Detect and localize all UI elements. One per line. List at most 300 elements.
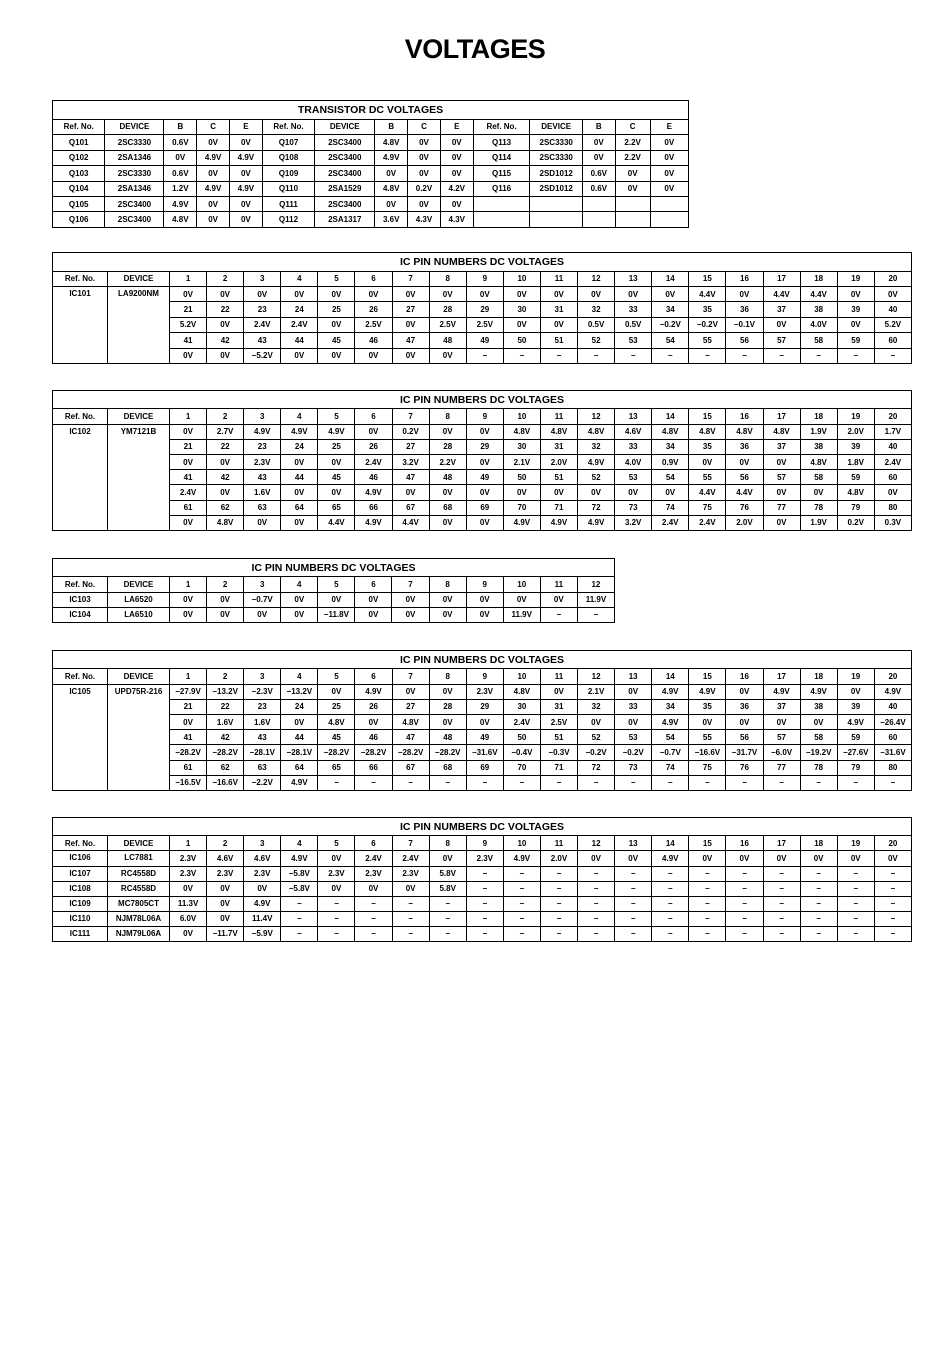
pin-number-header: 4 (281, 836, 318, 851)
voltage-cell: 0V (540, 592, 577, 607)
voltage-cell: − (503, 348, 540, 363)
table-cell: Q112 (262, 212, 314, 228)
voltage-cell: − (466, 775, 503, 790)
voltage-cell: 6.0V (170, 911, 207, 926)
ic105-pin-voltages-table (52, 650, 912, 791)
column-header: Ref. No. (53, 836, 108, 851)
voltage-cell: 2.3V (170, 851, 207, 866)
voltage-cell: 0V (170, 715, 207, 730)
pin-number-header: 8 (429, 577, 466, 592)
pin-number-header: 4 (281, 409, 318, 424)
voltage-cell: − (392, 926, 429, 941)
table-cell: 2SA1346 (105, 181, 164, 196)
voltage-cell: −0.3V (540, 745, 577, 760)
ref-no-cell: IC108 (53, 881, 108, 896)
pin-number-header: 5 (318, 577, 355, 592)
pin-number-cell: 30 (503, 699, 540, 714)
pin-number-cell: 57 (763, 730, 800, 745)
pin-number-cell: 60 (874, 730, 911, 745)
voltage-cell: − (503, 911, 540, 926)
pin-number-header: 15 (689, 409, 726, 424)
pin-number-header: 10 (503, 409, 540, 424)
pin-number-cell: 59 (837, 470, 874, 485)
pin-number-cell: 67 (392, 760, 429, 775)
table-row (53, 730, 912, 745)
voltage-cell: 2.1V (578, 684, 615, 699)
voltage-cell: 4.9V (355, 515, 392, 530)
voltage-cell: − (874, 775, 911, 790)
voltage-cell: − (763, 926, 800, 941)
table-row (53, 212, 689, 228)
voltage-cell: −2.2V (244, 775, 281, 790)
voltage-cell: − (578, 775, 615, 790)
pin-number-cell: 32 (578, 302, 615, 317)
voltage-cell: − (392, 911, 429, 926)
voltage-cell: − (578, 896, 615, 911)
table-row (53, 760, 912, 775)
pin-number-header: 2 (207, 836, 244, 851)
voltage-cell: − (763, 911, 800, 926)
table-cell (473, 197, 530, 212)
voltage-cell: 0V (355, 287, 392, 302)
voltage-cell: − (540, 607, 577, 622)
device-cell: LA6520 (108, 592, 170, 607)
pin-number-header: 11 (540, 836, 577, 851)
pin-number-header: 5 (318, 409, 355, 424)
voltage-cell: 0V (207, 348, 244, 363)
transistor-dc-voltages-table (52, 100, 689, 228)
voltage-cell: 0V (689, 455, 726, 470)
pin-number-header: 13 (615, 409, 652, 424)
voltage-cell: − (652, 348, 689, 363)
voltage-cell: 0V (392, 287, 429, 302)
pin-number-header: 9 (466, 577, 503, 592)
voltage-cell: − (763, 866, 800, 881)
device-cell: MC7805CT (108, 896, 170, 911)
voltage-cell: 0V (355, 592, 392, 607)
pin-number-header: 11 (540, 409, 577, 424)
pin-number-header: 12 (578, 669, 615, 684)
voltage-cell: 0V (281, 485, 318, 500)
voltage-cell: 3.2V (392, 455, 429, 470)
voltage-cell: −5.8V (281, 866, 318, 881)
pin-number-header: 6 (355, 271, 392, 286)
pin-number-header: 20 (874, 271, 911, 286)
voltage-cell: 4.6V (207, 851, 244, 866)
device-cell: RC4558D (108, 866, 170, 881)
pin-number-cell: 31 (540, 439, 577, 454)
voltage-cell: − (318, 775, 355, 790)
table-cell: Q115 (473, 166, 530, 181)
pin-number-cell: 76 (726, 760, 763, 775)
voltage-cell: 2.3V (466, 684, 503, 699)
pin-number-cell: 34 (652, 699, 689, 714)
pin-number-cell: 28 (429, 699, 466, 714)
voltage-cell: 0V (615, 715, 652, 730)
voltage-cell: − (466, 866, 503, 881)
voltage-cell: 4.9V (540, 515, 577, 530)
voltage-cell: − (837, 896, 874, 911)
pin-number-cell: 65 (318, 500, 355, 515)
pin-number-header: 16 (726, 836, 763, 851)
voltage-cell: 0V (392, 348, 429, 363)
voltage-cell: − (615, 866, 652, 881)
pin-number-cell: 23 (244, 439, 281, 454)
pin-number-header: 11 (540, 577, 577, 592)
voltage-cell: 0V (392, 607, 429, 622)
voltage-cell: 0V (874, 851, 911, 866)
voltage-cell: 0V (318, 287, 355, 302)
voltage-cell: − (429, 775, 466, 790)
pin-number-cell: 53 (615, 470, 652, 485)
device-cell: NJM79L06A (108, 926, 170, 941)
pin-number-cell: 53 (615, 730, 652, 745)
table-cell: Q106 (53, 212, 105, 228)
pin-number-cell: 51 (540, 730, 577, 745)
voltage-cell: 4.9V (689, 684, 726, 699)
voltage-cell: 2.4V (281, 317, 318, 332)
column-header: B (164, 119, 197, 134)
voltage-cell: 4.9V (244, 424, 281, 439)
table-cell: 0V (615, 181, 650, 196)
table-cell: 4.8V (375, 135, 408, 150)
voltage-cell: −11.7V (207, 926, 244, 941)
pin-number-cell: 33 (615, 302, 652, 317)
column-header: Ref. No. (53, 669, 108, 684)
pin-number-cell: 41 (170, 730, 207, 745)
voltage-cell: 1.6V (244, 715, 281, 730)
table-caption: IC PIN NUMBERS DC VOLTAGES (53, 818, 912, 836)
voltage-cell: 0V (726, 851, 763, 866)
voltage-cell: − (800, 911, 837, 926)
pin-number-cell: 50 (503, 470, 540, 485)
voltage-cell: −16.6V (689, 745, 726, 760)
voltage-cell: 2.4V (652, 515, 689, 530)
pin-number-cell: 74 (652, 760, 689, 775)
pin-number-cell: 71 (540, 760, 577, 775)
column-header: DEVICE (108, 836, 170, 851)
voltage-cell: 4.8V (318, 715, 355, 730)
table-cell: 0V (440, 150, 473, 165)
voltage-cell: 2.4V (392, 851, 429, 866)
voltage-cell: 0V (466, 424, 503, 439)
table-cell: 4.9V (375, 150, 408, 165)
pin-number-cell: 36 (726, 439, 763, 454)
voltage-cell: 4.9V (281, 424, 318, 439)
pin-number-header: 12 (578, 271, 615, 286)
voltage-cell: −16.6V (207, 775, 244, 790)
voltage-cell: − (800, 775, 837, 790)
voltage-cell: 0.3V (874, 515, 911, 530)
voltage-cell: 0V (837, 317, 874, 332)
table-cell: 4.9V (164, 197, 197, 212)
table-row (53, 866, 912, 881)
pin-number-cell: 49 (466, 730, 503, 745)
pin-number-header: 10 (503, 271, 540, 286)
table-row (53, 896, 912, 911)
voltage-cell: −26.4V (874, 715, 911, 730)
pin-number-header: 2 (207, 409, 244, 424)
voltage-cell: − (652, 911, 689, 926)
voltage-cell: 0V (281, 607, 318, 622)
pin-number-header: 10 (503, 577, 540, 592)
voltage-cell: −16.5V (170, 775, 207, 790)
voltage-cell: 0V (837, 851, 874, 866)
voltage-cell: 4.9V (652, 851, 689, 866)
voltage-cell: 2.0V (837, 424, 874, 439)
pin-number-cell: 27 (392, 439, 429, 454)
pin-number-cell: 79 (837, 500, 874, 515)
voltage-cell: − (577, 607, 614, 622)
device-cell: RC4558D (108, 881, 170, 896)
voltage-cell: 0.5V (578, 317, 615, 332)
voltage-cell: − (763, 896, 800, 911)
voltage-cell: 2.3V (355, 866, 392, 881)
voltage-cell: − (355, 775, 392, 790)
ref-no-cell: IC104 (53, 607, 108, 622)
column-header: DEVICE (108, 271, 170, 286)
pin-number-header: 16 (726, 669, 763, 684)
pin-number-cell: 21 (170, 439, 207, 454)
table-cell (650, 212, 688, 228)
voltage-cell: 2.2V (429, 455, 466, 470)
voltage-cell: 0V (615, 851, 652, 866)
table-row (53, 287, 912, 302)
voltage-cell: 4.9V (578, 455, 615, 470)
table-cell: Q110 (262, 181, 314, 196)
voltage-cell: 2.3V (244, 455, 281, 470)
table-cell: Q108 (262, 150, 314, 165)
table-cell: Q102 (53, 150, 105, 165)
table-cell: Q109 (262, 166, 314, 181)
pin-number-header: 5 (318, 836, 355, 851)
table-cell: Q116 (473, 181, 530, 196)
voltage-cell: 0V (800, 485, 837, 500)
pin-number-cell: 22 (207, 302, 244, 317)
voltage-cell: 0V (207, 455, 244, 470)
table-cell: 0V (230, 166, 263, 181)
table-row (53, 470, 912, 485)
pin-number-header: 18 (800, 409, 837, 424)
pin-number-header: 12 (578, 409, 615, 424)
voltage-cell: 1.7V (874, 424, 911, 439)
voltage-cell: 0V (689, 715, 726, 730)
table-row (53, 302, 912, 317)
voltage-cell: 11.4V (244, 911, 281, 926)
voltage-cell: 0V (726, 455, 763, 470)
voltage-cell: 5.8V (429, 866, 466, 881)
pin-number-cell: 43 (244, 730, 281, 745)
voltage-cell: − (874, 348, 911, 363)
voltage-cell: 0V (170, 881, 207, 896)
voltage-cell: −5.8V (281, 881, 318, 896)
voltage-cell: 0V (578, 287, 615, 302)
voltage-cell: 0V (429, 715, 466, 730)
voltage-cell: 0V (281, 592, 318, 607)
pin-number-cell: 27 (392, 302, 429, 317)
column-header: Ref. No. (53, 577, 108, 592)
ref-no-cell: IC111 (53, 926, 108, 941)
pin-number-cell: 25 (318, 699, 355, 714)
voltage-cell: 0V (429, 851, 466, 866)
pin-number-cell: 46 (355, 470, 392, 485)
voltage-cell: 2.5V (429, 317, 466, 332)
voltage-cell: 0V (763, 455, 800, 470)
pin-number-cell: 24 (281, 302, 318, 317)
voltage-cell: 0V (207, 881, 244, 896)
pin-number-header: 3 (244, 577, 281, 592)
table-row (53, 715, 912, 730)
voltage-cell: 0V (207, 485, 244, 500)
pin-number-cell: 34 (652, 439, 689, 454)
voltage-cell: 2.3V (170, 866, 207, 881)
pin-number-header: 17 (763, 409, 800, 424)
table-row (53, 348, 912, 363)
table-cell: 2SC3400 (105, 197, 164, 212)
pin-number-header: 3 (244, 271, 281, 286)
table-cell: 2SA1529 (315, 181, 375, 196)
voltage-cell: 4.9V (652, 684, 689, 699)
voltage-cell: 0V (170, 515, 207, 530)
pin-number-header: 19 (837, 836, 874, 851)
voltage-cell: 0V (466, 287, 503, 302)
pin-number-header: 8 (429, 836, 466, 851)
pin-number-cell: 58 (800, 470, 837, 485)
column-header: E (230, 119, 263, 134)
voltage-cell: 0V (726, 684, 763, 699)
pin-number-header: 20 (874, 669, 911, 684)
voltage-cell: − (355, 896, 392, 911)
pin-number-header: 3 (244, 836, 281, 851)
pin-number-cell: 79 (837, 760, 874, 775)
voltage-cell: − (281, 896, 318, 911)
voltage-cell: 4.8V (800, 455, 837, 470)
pin-number-header: 20 (874, 836, 911, 851)
voltage-cell: 0.2V (837, 515, 874, 530)
table-cell (530, 212, 582, 228)
voltage-cell: 2.1V (503, 455, 540, 470)
device-cell: LC7881 (108, 851, 170, 866)
table-row (53, 197, 689, 212)
voltage-cell: 0V (540, 485, 577, 500)
table-row (53, 166, 689, 181)
voltage-cell: 0V (429, 348, 466, 363)
voltage-cell: 0V (281, 455, 318, 470)
voltage-cell: −27.9V (170, 684, 207, 699)
voltage-cell: 11.3V (170, 896, 207, 911)
pin-number-header: 17 (763, 836, 800, 851)
table-cell: 2SC3400 (315, 166, 375, 181)
table-cell (615, 212, 650, 228)
pin-number-cell: 25 (318, 439, 355, 454)
table-cell: 0V (440, 166, 473, 181)
voltage-cell: 0V (578, 851, 615, 866)
voltage-cell: 2.0V (540, 455, 577, 470)
voltage-cell: −5.9V (244, 926, 281, 941)
table-cell: 1.2V (164, 181, 197, 196)
pin-number-cell: 35 (689, 699, 726, 714)
voltage-cell: − (429, 926, 466, 941)
pin-number-header: 1 (170, 836, 207, 851)
voltage-cell: −28.1V (281, 745, 318, 760)
pin-number-cell: 40 (874, 699, 911, 714)
voltage-cell: − (652, 926, 689, 941)
pin-number-header: 3 (244, 669, 281, 684)
pin-number-cell: 31 (540, 302, 577, 317)
voltage-cell: − (800, 926, 837, 941)
device-cell: NJM78L06A (108, 911, 170, 926)
pin-number-cell: 64 (281, 500, 318, 515)
table-cell: 0.6V (582, 181, 615, 196)
voltage-cell: 2.7V (207, 424, 244, 439)
voltage-cell: 0V (207, 911, 244, 926)
voltage-cell: − (652, 896, 689, 911)
voltage-cell: − (726, 866, 763, 881)
voltage-cell: −28.2V (170, 745, 207, 760)
pin-number-cell: 21 (170, 302, 207, 317)
voltage-cell: 4.8V (392, 715, 429, 730)
pin-number-header: 7 (392, 271, 429, 286)
column-header: C (197, 119, 230, 134)
voltage-cell: 4.9V (281, 851, 318, 866)
voltage-cell: − (874, 866, 911, 881)
voltage-cell: 4.8V (540, 424, 577, 439)
voltage-cell: 4.0V (615, 455, 652, 470)
pin-number-cell: 78 (800, 760, 837, 775)
pin-number-cell: 50 (503, 333, 540, 348)
column-header: DEVICE (108, 409, 170, 424)
voltage-cell: 0V (615, 485, 652, 500)
voltage-cell: − (837, 911, 874, 926)
pin-number-header: 17 (763, 271, 800, 286)
voltage-cell: 0V (652, 485, 689, 500)
table-row (53, 135, 689, 150)
pin-number-cell: 68 (429, 760, 466, 775)
pin-number-cell: 57 (763, 470, 800, 485)
voltage-cell: − (763, 775, 800, 790)
pin-number-cell: 28 (429, 439, 466, 454)
table-cell: 4.9V (197, 150, 230, 165)
table-cell: 4.2V (440, 181, 473, 196)
voltage-cell: 4.4V (763, 287, 800, 302)
pin-number-header: 18 (800, 836, 837, 851)
voltage-cell: 0V (244, 881, 281, 896)
table-row (53, 881, 912, 896)
voltage-cell: 0V (615, 287, 652, 302)
pin-number-header: 20 (874, 409, 911, 424)
voltage-cell: 0V (763, 317, 800, 332)
pin-number-cell: 63 (244, 500, 281, 515)
voltage-cell: 0V (800, 715, 837, 730)
voltage-cell: − (281, 926, 318, 941)
ic106-ic111-pin-voltages-table (52, 817, 912, 942)
voltage-cell: −28.2V (355, 745, 392, 760)
pin-number-header: 9 (466, 669, 503, 684)
table-cell: 0V (230, 135, 263, 150)
pin-number-cell: 24 (281, 699, 318, 714)
ref-no-cell: IC101 (53, 287, 108, 364)
voltage-cell: − (652, 881, 689, 896)
pin-number-cell: 44 (281, 470, 318, 485)
voltage-cell: 0V (318, 851, 355, 866)
table-cell: 0V (650, 181, 688, 196)
voltage-cell: 0V (466, 592, 503, 607)
voltage-cell: 4.8V (578, 424, 615, 439)
pin-number-header: 19 (837, 271, 874, 286)
column-header: DEVICE (108, 669, 170, 684)
voltage-cell: − (578, 911, 615, 926)
pin-number-cell: 37 (763, 439, 800, 454)
